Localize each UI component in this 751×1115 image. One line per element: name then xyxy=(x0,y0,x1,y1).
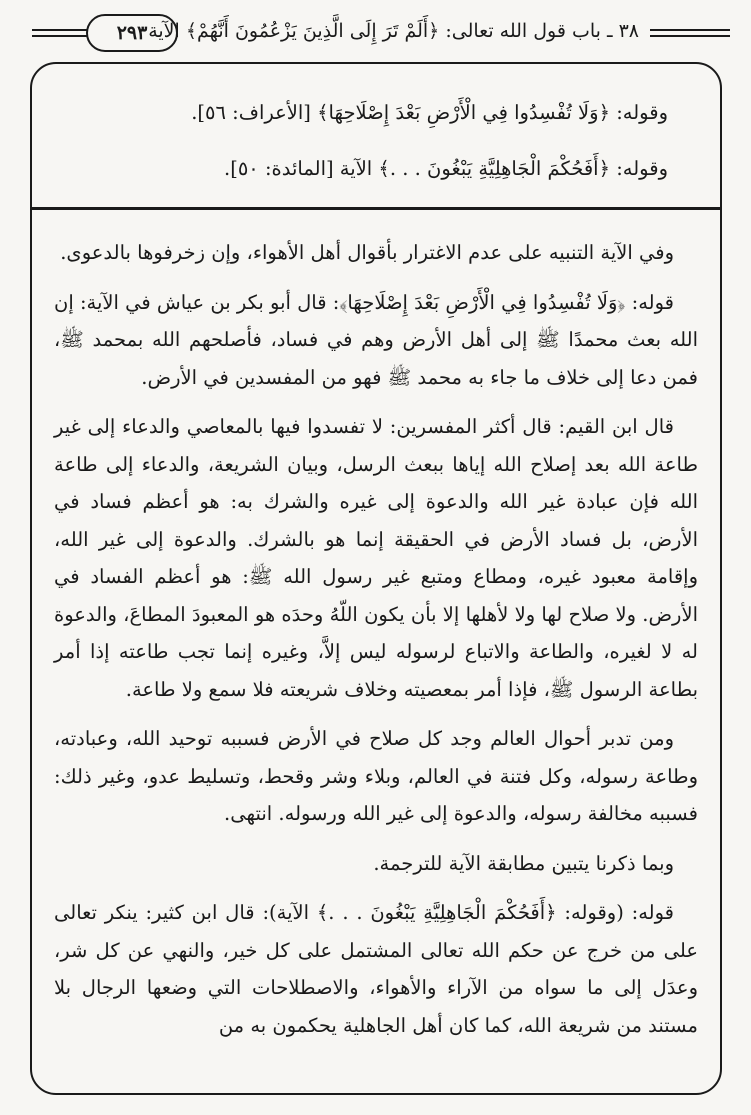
header-rule xyxy=(650,29,730,31)
header-rule xyxy=(32,29,92,31)
paragraph: ومن تدبر أحوال العالم وجد كل صلاح في الأرض فسببه توحيد الله، وعبادته، وطاعة رسوله، وكل فتنة في العالم، وبلاء وشر وقحط، وتسليط عدو، وغير ذلك: فسببه مخالفة رسوله، والدعوة إلى غير الله ورسوله. انتهى. xyxy=(54,727,698,825)
section-divider xyxy=(32,207,720,210)
header-rule xyxy=(32,35,92,37)
paragraph: قوله: ﴿وَلَا تُفْسِدُوا فِي الْأَرْضِ بَعْدَ إِصْلَاحِهَا﴾: قال أبو بكر بن عياش في الآية: إن الله بعث محمدًا ﷺ إلى أهل الأرض وهم في فساد، فأصلحهم الله بمحمد ﷺ، فمن دعا إلى خلاف ما جاء به محمد ﷺ فهو من المفسدين في الأرض. xyxy=(54,290,698,389)
quoted-verse-2: وقوله: ﴿أَفَحُكْمَ الْجَاهِلِيَّةِ يَبْغُونَ . . .﴾ الآية [المائدة: ٥٠]. xyxy=(224,156,668,180)
quoted-verse-1: وقوله: ﴿وَلَا تُفْسِدُوا فِي الْأَرْضِ بَعْدَ إِصْلَاحِهَا﴾ [الأعراف: ٥٦]. xyxy=(191,101,668,124)
page-number: ٢٩٣ xyxy=(86,14,178,52)
paragraph: قال ابن القيم: قال أكثر المفسرين: لا تفسدوا فيها بالمعاصي والدعاء إلى غير طاعة الله بعد إصلاح الله إياها ببعث الرسل، وبيان الشريعة، والدعاء إلى طاعة الله فإن عبادة غير الله والدعوة إلى غيره والشرك به: هو أعظم فساد في الأرض، بل فساد الأرض في الحقيقة إنما هو بالشرك. والدعوة إلى غير الله، وإقامة معبود غيره، ومطاع ومتبع غير رسول الله ﷺ: هو أعظم الفساد في الأرض. ولا صلاح لها ولا لأهلها إلا بأن يكون اللّهُ وحدَه هو المعبودَ المطاعَ، والدعوة له لا لغيره، والطاعة والاتباع لرسوله ليس إلاَّ، وغيره إنما تجب طاعته إذا أمر بطاعة الرسول ﷺ، فإذا أمر بمعصيته وخلاف شريعته فلا سمع ولا طاعة. xyxy=(54,415,698,701)
chapter-title: ٣٨ ـ باب قول الله تعالى: ﴿أَلَمْ تَرَ إِلَى الَّذِينَ يَزْعُمُونَ أَنَّهُمْ﴾ الآية xyxy=(148,20,639,42)
paragraph: وبما ذكرنا يتبين مطابقة الآية للترجمة. xyxy=(373,851,674,875)
paragraph: قوله: (وقوله: ﴿أَفَحُكْمَ الْجَاهِلِيَّةِ يَبْغُونَ . . .﴾ الآية): قال ابن كثير: ينكر تعالى على من خرج عن حكم الله تعالى المشتمل على كل خير، والنهي عن كل شر، وعدَل إلى ما سواه من الآراء والأهواء، والاصطلاحات التي وضعها الرجال بلا مستند من شريعة الله، كما كان أهل الجاهلية يحكمون به من xyxy=(54,901,698,1037)
paragraph: وفي الآية التنبيه على عدم الاغترار بأقوال أهل الأهواء، وإن زخرفوها بالدعوى. xyxy=(60,241,674,264)
content-body xyxy=(54,94,698,1056)
content-frame xyxy=(30,62,722,1095)
header-rule xyxy=(650,35,730,37)
